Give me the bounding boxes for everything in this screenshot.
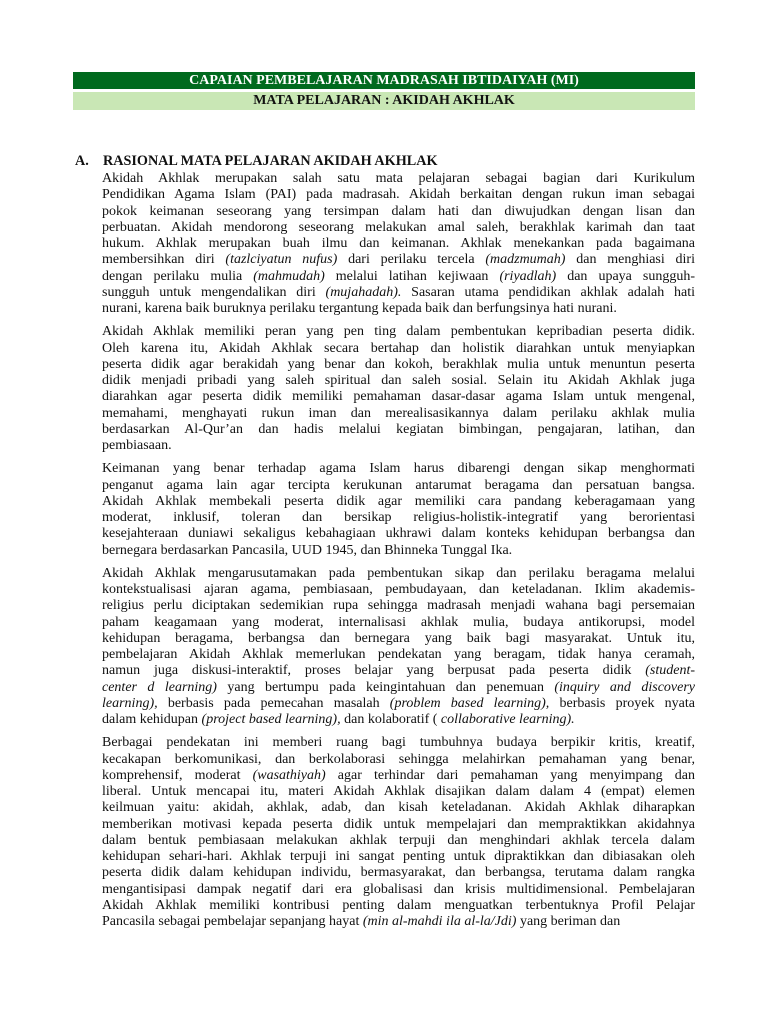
italic-term: (mahmudah)	[253, 268, 325, 284]
italic-term: (wasathiyah)	[252, 767, 326, 783]
text-run: moderat, inklusif, toleran dan bersikap religius-holistik-integratif yang berorientasi	[102, 510, 695, 525]
text-run: dan kolaboratif (	[340, 712, 441, 727]
text-line	[102, 478, 695, 494]
text-run: bernegara berdasarkan Pancasila, UUD 1945, dan Bhinneka Tunggal Ika.	[102, 542, 513, 558]
text-run: sungguh untuk mengendalikan diri	[102, 284, 326, 300]
text-line	[102, 301, 695, 317]
text-run: kontekstualisasi ajaran agama, pembiasaan, pembudayaan, dan keteladanan. Iklim akademis-	[102, 582, 695, 597]
text-line	[102, 461, 695, 477]
text-run: diarahkan agar peserta didik memiliki pemahaman dasar-dasar agama Islam untuk mengenal,	[102, 389, 695, 405]
text-run: memberikan motivasi kepada peserta didik untuk mempelajari dan mempraktikkan akidahnya	[102, 816, 695, 832]
text-line	[102, 171, 695, 187]
text-line	[102, 373, 695, 389]
text-run: religius perlu diciptakan sedemikian rupa sehingga madrasah menjadi wahana bagi persemaian	[102, 598, 695, 614]
text-run: dan menghiasi diri	[565, 252, 695, 268]
text-line	[102, 389, 695, 405]
text-run: penganut agama lain agar tercipta kerukunan antarumat beragama dan persatuan bangsa.	[102, 477, 695, 493]
text-line	[102, 285, 695, 301]
text-run: Akidah Akhlak membekali peserta didik agar memiliki cara pandang keberagamaan yang	[102, 493, 695, 509]
paragraph	[102, 461, 695, 559]
text-run: yang beriman dan	[516, 914, 621, 929]
text-line	[102, 898, 695, 914]
text-run: Pancasila sebagai pembelajar sepanjang hayat	[102, 914, 363, 929]
text-run: dalam kehidupan	[102, 712, 202, 727]
text-line	[102, 800, 695, 816]
text-run: kehidupan sehari-hari. Akhlak terpuji ini sangat penting untuk dipraktikkan dan dibiasakan oleh	[102, 849, 695, 864]
text-run: pembiasaan.	[102, 438, 172, 453]
text-line	[102, 735, 695, 751]
text-line	[102, 236, 695, 252]
text-run: berbasis proyek nyata	[549, 695, 695, 711]
italic-term: (inquiry and discovery	[554, 679, 695, 695]
text-line	[102, 833, 695, 849]
text-run: perbuatan. Akidah mendorong seseorang melakukan amal saleh, berakhlak karimah dan taat	[102, 219, 695, 235]
italic-term: (riyadlah)	[499, 268, 557, 284]
text-run: membersihkan diri	[102, 252, 226, 268]
text-run: agar terhindar dari pemahaman yang menyimpang dan	[325, 767, 695, 783]
text-line	[102, 220, 695, 236]
paragraph	[102, 171, 695, 317]
section-heading	[75, 153, 438, 170]
text-line	[102, 696, 695, 712]
section-title: RASIONAL MATA PELAJARAN AKIDAH AKHLAK	[103, 153, 438, 169]
italic-term: (project based learning),	[201, 712, 341, 727]
text-line	[102, 357, 695, 373]
text-run: dan upaya sungguh-	[556, 268, 695, 284]
text-line	[102, 817, 695, 833]
text-line	[102, 631, 695, 647]
italic-term: (min al-mahdi ila al-la/Jdi)	[362, 914, 517, 929]
text-line	[102, 341, 695, 357]
text-line	[102, 768, 695, 784]
text-run: namun juga diskusi-interaktif, proses belajar yang berpusat pada peserta didik	[102, 663, 646, 679]
text-run: peserta didik dalam kehidupan individu, bermasyarakat, dan berbangsa, terutama dalam rangka	[102, 865, 695, 881]
text-run: kehidupan beragama, berbangsa dan bernegara yang baik bagi masyarakat. Untuk itu,	[102, 630, 695, 646]
text-line	[102, 849, 695, 865]
italic-term: (problem based learning),	[389, 695, 550, 711]
text-run: yang bertumpu pada keingintahuan dan penemuan	[216, 679, 555, 695]
text-line	[102, 510, 695, 526]
text-run: komprehensif, moderat	[102, 767, 253, 783]
paragraph	[102, 324, 695, 454]
text-line	[102, 615, 695, 631]
text-run: Keimanan yang benar terhadap agama Islam harus dibarengi dengan sikap menghormati	[102, 461, 695, 477]
text-line	[102, 187, 695, 203]
text-line	[102, 582, 695, 598]
text-line	[102, 204, 695, 220]
text-run: Pendidikan Agama Islam (PAI) pada madrasah. Akidah berkaitan dengan rukun iman sebagai	[102, 187, 695, 203]
text-line	[102, 526, 695, 542]
text-line	[102, 438, 695, 454]
text-line	[102, 543, 695, 559]
italic-term: (madzmumah)	[485, 252, 566, 268]
italic-term: (mujahadah).	[325, 284, 402, 300]
text-run: berdasarkan Al-Qur’an dan hadis melalui kegiatan bimbingan, pengajaran, latihan, dan	[102, 421, 695, 437]
text-run: memahami, menghayati rukun iman dan merealisasikannya dalam perilaku akhlak mulia	[102, 405, 695, 421]
text-line	[102, 269, 695, 285]
text-line	[102, 752, 695, 768]
text-run: mengantisipasi dampak negatif dari era globalisasi dan krisis multidimensional. Pembelajaran	[102, 881, 695, 897]
text-run: didik menjadi pribadi yang saleh spiritual dan saleh sosial. Selain itu Akidah Akhlak juga	[102, 373, 695, 388]
text-run: dalam bentuk pembiasaan melakukan akhlak terpuji dan menghindari akhlak tercela dalam	[102, 832, 695, 848]
text-line	[102, 680, 695, 696]
text-line	[102, 494, 695, 510]
text-run: Akidah Akhlak memiliki peran yang pen ting dalam pembentukan kepribadian peserta didik.	[102, 324, 695, 340]
subject-title-bar: MATA PELAJARAN : AKIDAH AKHLAK	[73, 92, 695, 110]
italic-term: (student-	[645, 663, 695, 679]
text-run: berbasis pada pemecahan masalah	[157, 695, 390, 711]
italic-term: (tazlciyatun nufus)	[225, 252, 338, 268]
text-run: Akidah Akhlak merupakan salah satu mata pelajaran sebagai bagian dari Kurikulum	[102, 171, 695, 186]
text-line	[102, 598, 695, 614]
text-run: dengan perilaku mulia	[102, 268, 254, 284]
text-run: keilmuan yaitu: akidah, akhlak, adab, dan kisah keteladanan. Akidah Akhlak diharapkan	[102, 800, 695, 816]
text-line	[102, 566, 695, 582]
text-line	[102, 865, 695, 881]
text-line	[102, 406, 695, 422]
text-run: kesejahteraan duniawi sekaligus kebahagiaan ukhrawi dalam konteks kehidupan berbangsa dan	[102, 526, 695, 542]
italic-term: collaborative learning).	[440, 712, 575, 727]
text-run: nurani, karena baik buruknya perilaku tergantung kepada baik dan berfungsinya hati nurani.	[102, 301, 617, 316]
paragraph	[102, 735, 695, 930]
text-run: pokok keimanan seseorang yang tersimpan dalam hati dan diwujudkan dengan lisan dan	[102, 203, 695, 219]
text-run: Akidah Akhlak memiliki kontribusi penting dalam menguatkan terbentuknya Profil Pelajar	[102, 897, 695, 913]
text-run: kecakapan berkomunikasi, dan berkolaborasi sehingga melahirkan pemahaman yang benar,	[102, 751, 695, 767]
text-run: dari perilaku tercela	[337, 252, 486, 268]
text-line	[102, 882, 695, 898]
paragraph	[102, 566, 695, 729]
text-line	[102, 712, 695, 728]
text-run: hukum. Akhlak merupakan buah ilmu dan keimanan. Akhlak menekankan pada bagaimana	[102, 236, 695, 251]
section-body	[102, 171, 695, 937]
text-run: paham keagamaan yang moderat, internalisasi akhlak mulia, budaya antikorupsi, model	[102, 614, 695, 630]
text-line	[102, 784, 695, 800]
section-number: A.	[75, 153, 89, 169]
italic-term: learning),	[102, 695, 158, 711]
text-line	[102, 663, 695, 679]
text-run: Sasaran utama pendidikan akhlak adalah hati	[401, 284, 695, 300]
text-line	[102, 252, 695, 268]
text-run: melalui latihan kejiwaan	[324, 268, 500, 284]
text-run: pembelajaran Akidah Akhlak memerlukan pendekatan yang beragam, tidak hanya ceramah,	[102, 647, 695, 662]
text-line	[102, 324, 695, 340]
text-run: Berbagai pendekatan ini memberi ruang bagi tumbuhnya budaya berpikir kritis, kreatif,	[102, 735, 695, 751]
text-run: peserta didik agar berakidah yang benar dan kokoh, berakhlak mulia untuk menuntun peserta	[102, 356, 695, 372]
text-run: liberal. Untuk mencapai itu, materi Akidah Akhlak disajikan dalam dalam 4 (empat) elemen	[102, 784, 695, 799]
text-run: Akidah Akhlak mengarusutamakan pada pembentukan sikap dan perilaku beragama melalui	[102, 565, 695, 581]
text-run: Oleh karena itu, Akidah Akhlak secara bertahap dan holistik diarahkan untuk menyiapkan	[102, 340, 695, 356]
curriculum-title-bar: CAPAIAN PEMBELAJARAN MADRASAH IBTIDAIYAH (MI)	[73, 72, 695, 89]
text-line	[102, 647, 695, 663]
text-line	[102, 914, 695, 930]
text-line	[102, 422, 695, 438]
italic-term: center d learning)	[102, 679, 217, 695]
